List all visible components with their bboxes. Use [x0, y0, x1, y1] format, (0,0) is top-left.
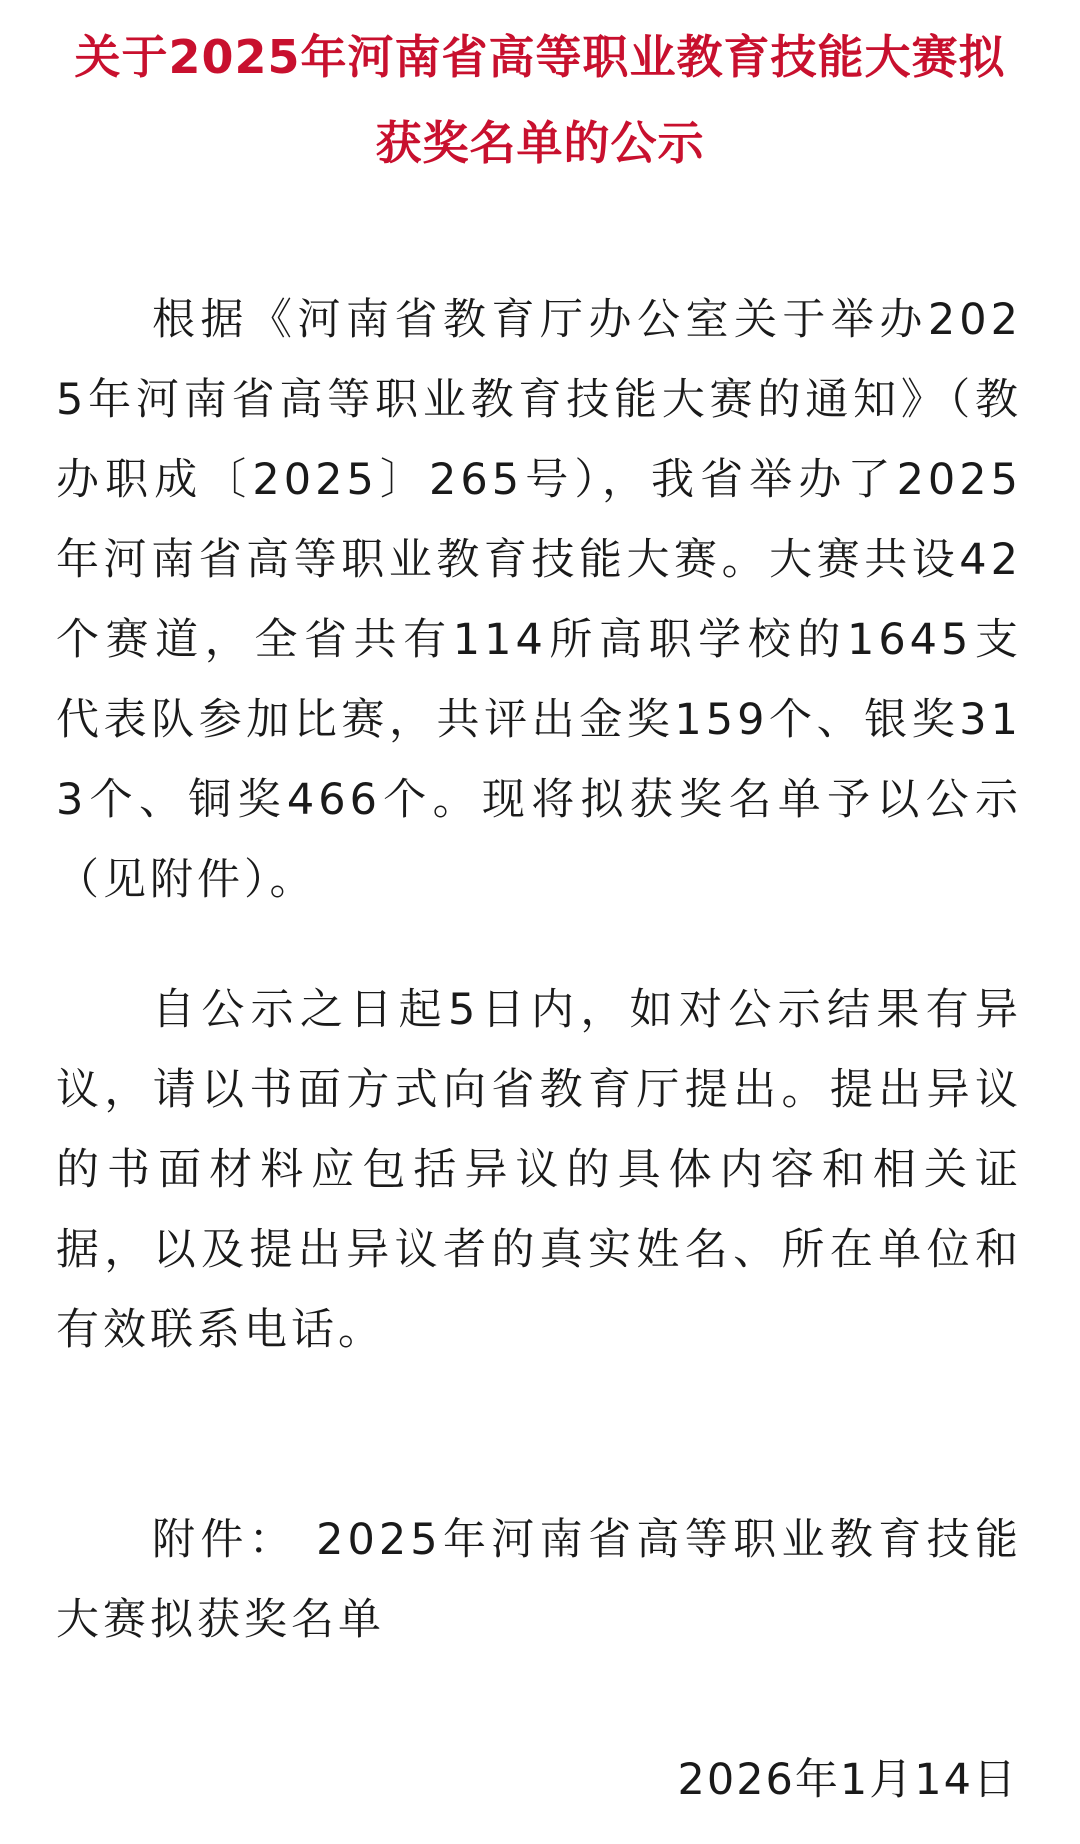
notice-title-line-1: 关于2025年河南省高等职业教育技能大赛拟: [74, 30, 1006, 84]
notice-date: 2026年1月14日: [677, 1755, 1018, 1805]
notice-attachment-line: 附件： 2025年河南省高等职业教育技能大赛拟获奖名单: [56, 1515, 1022, 1645]
notice-title: [40, 14, 1040, 186]
notice-title-line-2: 获奖名单的公示: [375, 116, 705, 170]
notice-paragraph-objection-procedure: 自公示之日起5日内，如对公示结果有异议，请以书面方式向省教育厅提出。提出异议的书面材料应包括异议的具体内容和相关证据，以及提出异议者的真实姓名、所在单位和有效联系电话。: [56, 985, 1022, 1355]
notice-paragraph-competition-summary: 根据《河南省教育厅办公室关于举办2025年河南省高等职业教育技能大赛的通知》（教办职成〔2025〕265号），我省举办了2025年河南省高等职业教育技能大赛。大赛共设42个赛道，全省共有114所高职学校的1645支代表队参加比赛，共评出金奖159个、银奖313个、铜奖466个。现将拟获奖名单予以公示（见附件）。: [56, 295, 1022, 905]
